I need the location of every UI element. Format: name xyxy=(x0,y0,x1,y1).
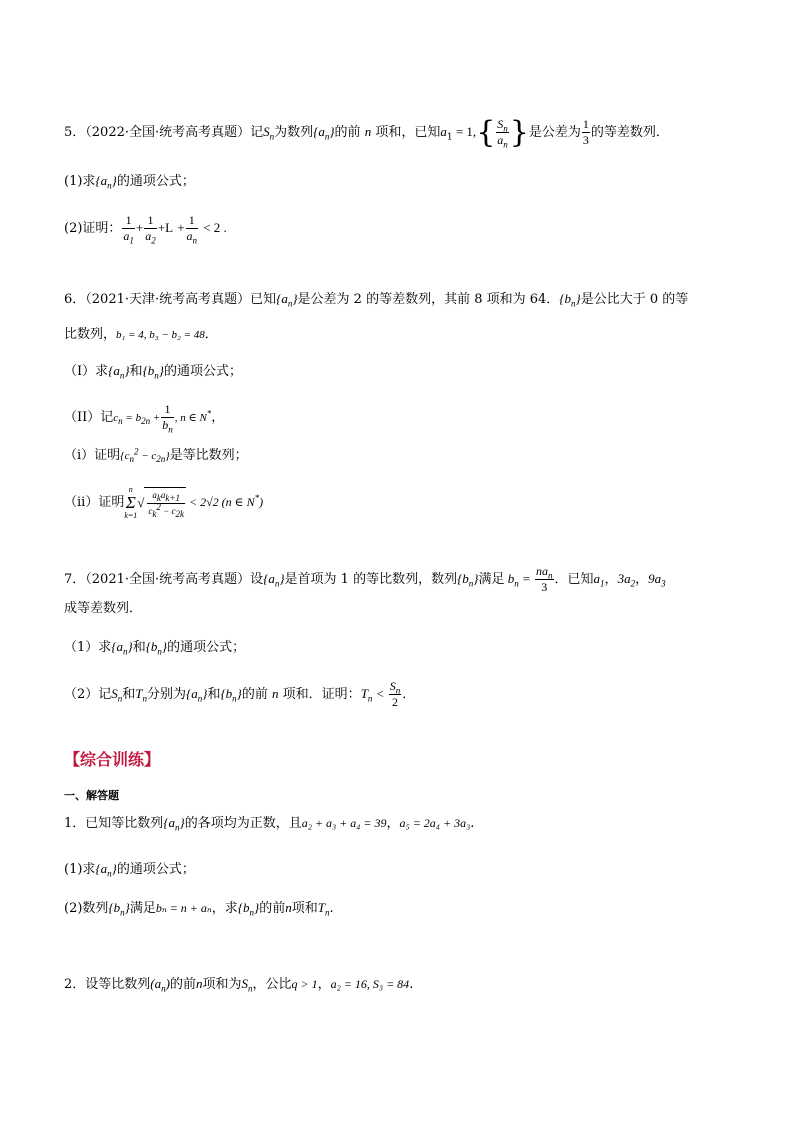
q7-part1: （1）求$\{a_n\}$和$\{b_n\}$的通项公式； xyxy=(64,639,246,657)
e1-part2: (2)数列$\{b_n\}$满足bₙ = n + aₙ，求$\{b_n\}$的前n项和$T_n$. xyxy=(64,900,334,918)
e1-part1: (1)求$\{a_n\}$的通项公式； xyxy=(64,861,195,879)
q6-statement-line1: 6．（2021·天津·统考高考真题）已知$\{a_n\}$是公差为 2 的等差数列，其前 8 项和为 64．$\{b_n\}$是公比大于 0 的等 xyxy=(64,291,689,309)
q5-statement: 5．（2022·全国·统考高考真题）记$S_n$为数列$\{a_n\}$的前 n 项和，已知$a_1 = 1$,{ $\frac{S_n}{a_n}$ }是公差为 $\frac{1}{3}$ 的等差数列． xyxy=(64,114,669,150)
e1-statement: 1．已知等比数列$\{a_n\}$的各项均为正数，且a₂ + a₃ + a₄ = 39，a₅ = 2a₄ + 3a₃. xyxy=(64,815,475,833)
q7-statement-line1: 7．（2021·全国·统考高考真题）设$\{a_n\}$是首项为 1 的等比数列，数列$\{b_n\}$满足 $b_n$ = $\frac{na_n}{3}$ ．已知$a_1$，$3a_2$，$9a_3$ xyxy=(64,564,666,594)
e2-statement: 2．设等比数列$(a_n)$的前n项和为$S_n$，公比q > 1，a₂ = 16, S₃ = 84. xyxy=(64,976,414,994)
q5-part1: (1)求$\{a_n\}$的通项公式； xyxy=(64,173,195,191)
q7-statement-line2: 成等差数列． xyxy=(64,601,143,616)
q6-part1: （I）求$\{a_n\}$和$\{b_n\}$的通项公式； xyxy=(64,363,242,381)
q6-part2-i: （i）证明$\{c_n^2 - c_{2n}\}$是等比数列； xyxy=(64,446,248,465)
q5-text: 5．（2022·全国·统考高考真题）记 xyxy=(64,125,264,140)
q6-part2-ii: （ii）证明n Σ k=1√ $\frac{a_ka_{k+1}}{c_k^2 - c_{2k}}$ < 2√2 (n ∈ N*) xyxy=(64,485,264,520)
section-title: 【综合训练】 xyxy=(64,750,161,769)
q7-part2: （2）记$S_n$和$T_n$分别为$\{a_n\}$和$\{b_n\}$的前 n 项和．证明：$T_n$ < $\frac{S_n}{2}$ ． xyxy=(64,679,416,709)
section-subtitle: 一、解答题 xyxy=(64,789,119,802)
q6-statement-line2: 比数列，b₁ = 4, b₃ − b₂ = 48． xyxy=(64,327,218,342)
q5-part2: (2)证明： $\frac{1}{a_1}$ + $\frac{1}{a_2}$ +L + $\frac{1}{a_n}$ < 2 . xyxy=(64,213,227,246)
q6-part2: （II）记$c_n = b_{2n}$ + $\frac{1}{b_n}$ , n ∈ N*， xyxy=(64,402,225,435)
